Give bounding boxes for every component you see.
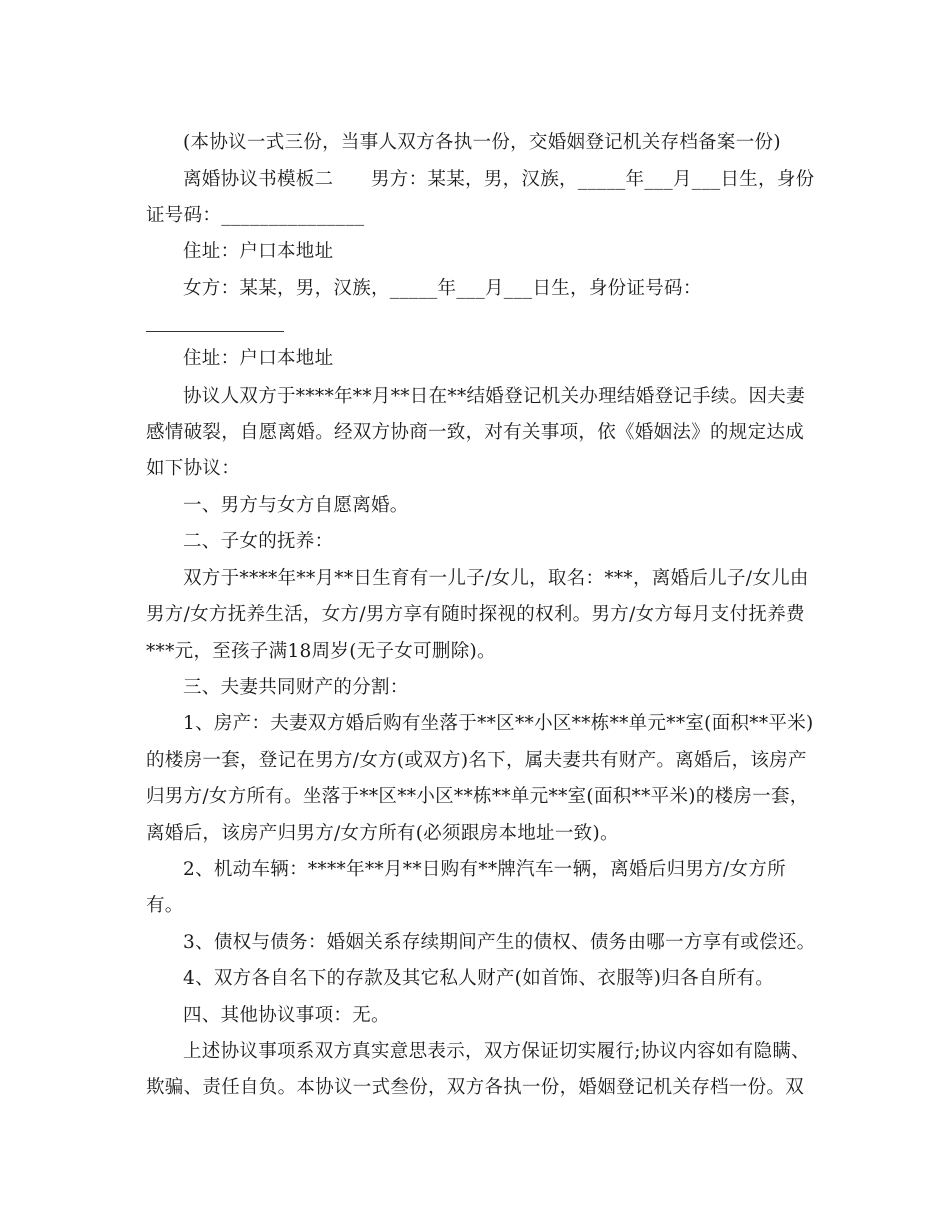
text-line: 如下协议：: [146, 458, 241, 479]
text-line: 欺骗、责任自负。本协议一式叁份，双方各执一份，婚姻登记机关存档一份。双: [146, 1077, 805, 1098]
text-line: 双方于****年**月**日生育有一儿子/女儿，取名：***，离婚后儿子/女儿由: [183, 568, 809, 589]
text-line: 三、夫妻共同财产的分割：: [183, 677, 409, 698]
text-line: 住址：户口本地址: [183, 348, 334, 369]
text-line: 二、子女的抚养：: [183, 531, 334, 552]
text-line: 1、房产：夫妻双方婚后购有坐落于**区**小区**栋**单元**室(面积**平米): [183, 713, 814, 734]
text-line: 感情破裂，自愿离婚。经双方协商一致，对有关事项，依《婚姻法》的规定达成: [146, 422, 805, 443]
text-line: 的楼房一套，登记在男方/女方(或双方)名下，属夫妻共有财产。离婚后，该房产: [146, 750, 807, 771]
text-line: 协议人双方于****年**月**日在**结婚登记机关办理结婚登记手续。因夫妻: [183, 386, 805, 407]
text-line: 上述协议事项系双方真实意思表示，双方保证切实履行;协议内容如有隐瞒、: [183, 1041, 810, 1062]
text-line: 离婚后，该房产归男方/女方所有(必须跟房本地址一致)。: [146, 823, 619, 844]
text-line: 2、机动车辆：****年**月**日购有**牌汽车一辆，离婚后归男方/女方所: [183, 859, 786, 880]
text-line: 男方/女方抚养生活，女方/男方享有随时探视的权利。男方/女方每月支付抚养费: [146, 604, 805, 625]
text-line: 住址：户口本地址: [183, 241, 334, 262]
text-line: 证号码：_______________: [146, 205, 365, 226]
text-line: 4、双方各自名下的存款及其它私人财产(如首饰、衣服等)归各自所有。: [183, 968, 775, 989]
text-line: 3、债权与债务：婚姻关系存续期间产生的债权、债务由哪一方享有或偿还。: [183, 932, 816, 953]
text-line: 女方：某某，男，汉族，_____年___月___日生，身份证号码：: [183, 278, 702, 299]
text-line: ***元，至孩子满18周岁(无子女可删除)。: [146, 641, 496, 662]
text-line: (本协议一式三份，当事人双方各执一份，交婚姻登记机关存档备案一份): [183, 132, 781, 153]
text-line: 离婚协议书模板二 男方：某某，男，汉族，_____年___月___日生，身份: [183, 169, 815, 190]
id-number-blank-rule: [146, 331, 284, 332]
text-line: 有。: [146, 895, 184, 916]
text-line: 四、其他协议事项：无。: [183, 1005, 390, 1026]
text-line: 一、男方与女方自愿离婚。: [183, 495, 409, 516]
text-line: 归男方/女方所有。坐落于**区**小区**栋**单元**室(面积**平米)的楼房一套，: [146, 786, 809, 807]
